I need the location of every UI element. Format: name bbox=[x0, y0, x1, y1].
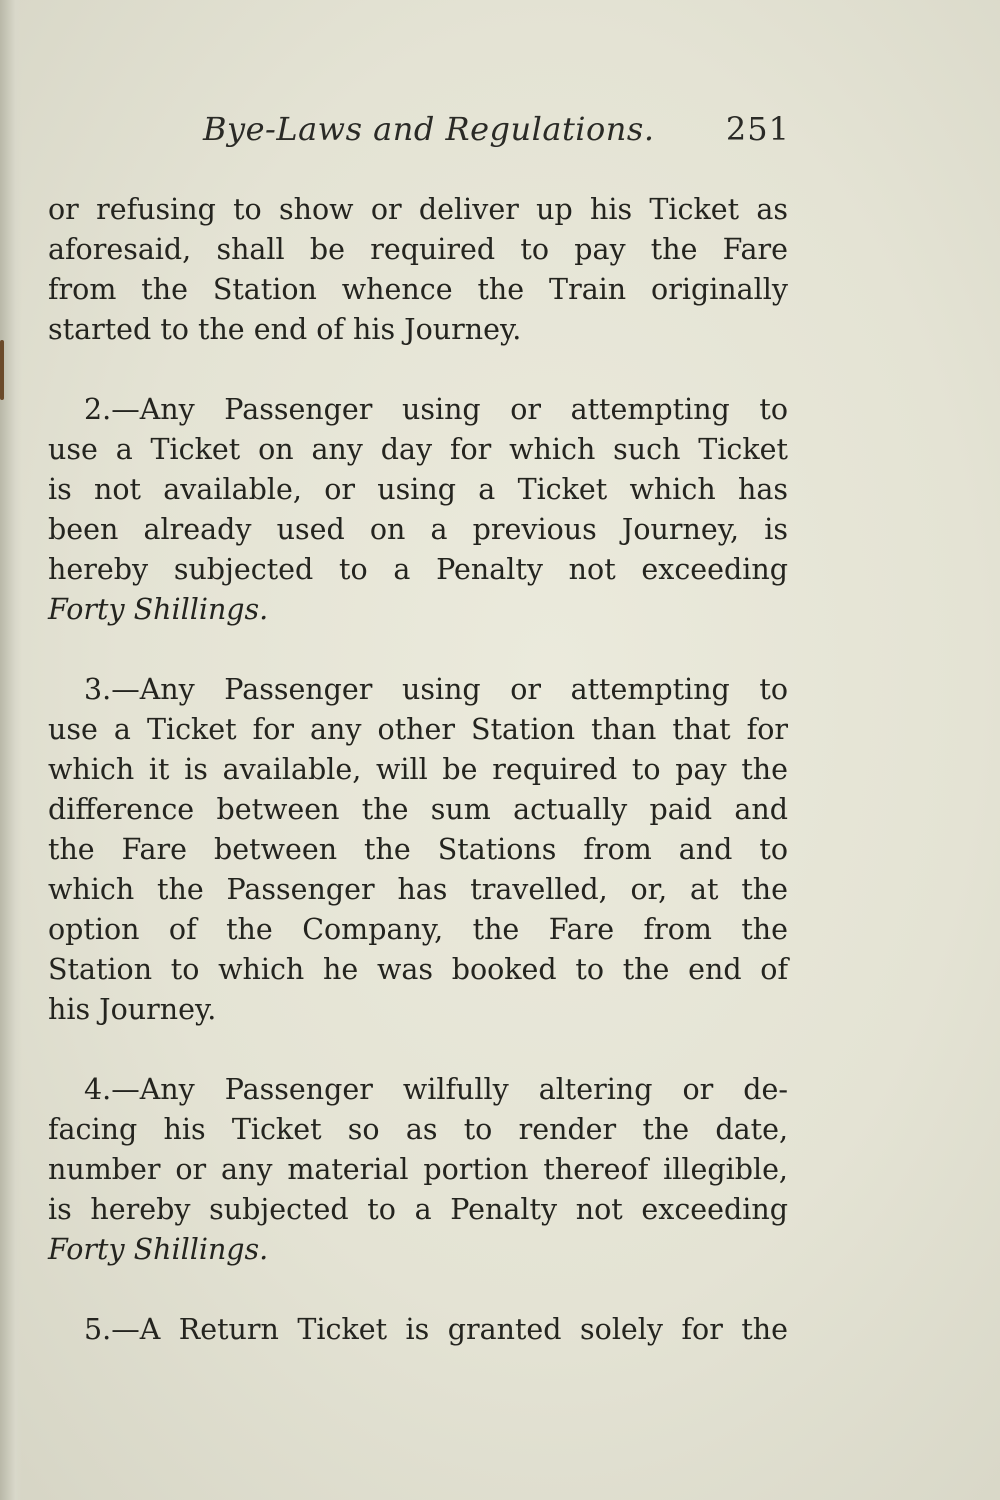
text-line: from the Station whence the Train originally bbox=[48, 273, 788, 306]
running-title: Bye-Laws and Regulations. bbox=[203, 110, 655, 148]
text-line: option of the Company, the Fare from the bbox=[48, 913, 788, 946]
text-line: Station to which he was booked to the end of bbox=[48, 953, 788, 986]
paragraph-5 bbox=[48, 1310, 788, 1350]
page-header bbox=[48, 110, 790, 160]
text-line: facing his Ticket so as to render the date, bbox=[48, 1113, 788, 1146]
text-line: the Fare between the Stations from and to bbox=[48, 833, 788, 866]
text-line: 2.—Any Passenger using or attempting to bbox=[84, 393, 788, 426]
text-line: 5.—A Return Ticket is granted solely for the bbox=[84, 1313, 788, 1346]
text-line: which the Passenger has travelled, or, at the bbox=[48, 873, 788, 906]
text-line: 4.—Any Passenger wilfully altering or de- bbox=[84, 1073, 788, 1106]
text-line: number or any material portion thereof illegible, bbox=[48, 1153, 788, 1186]
penalty-amount: Forty Shillings. bbox=[48, 593, 269, 626]
text-line: difference between the sum actually paid and bbox=[48, 793, 788, 826]
page-gutter-shadow bbox=[0, 0, 22, 1500]
text-line: his Journey. bbox=[48, 993, 217, 1026]
paragraph-2 bbox=[48, 390, 788, 630]
text-line: started to the end of his Journey. bbox=[48, 313, 522, 346]
paragraph-3 bbox=[48, 670, 788, 1030]
text-line: been already used on a previous Journey, is bbox=[48, 513, 788, 546]
paragraph-4 bbox=[48, 1070, 788, 1270]
text-line: 3.—Any Passenger using or attempting to bbox=[84, 673, 788, 706]
text-line: which it is available, will be required to pay the bbox=[48, 753, 788, 786]
text-line: hereby subjected to a Penalty not exceeding bbox=[48, 553, 788, 586]
text-line: aforesaid, shall be required to pay the Fare bbox=[48, 233, 788, 266]
binding-mark bbox=[0, 340, 4, 400]
page-number: 251 bbox=[725, 110, 790, 148]
penalty-amount: Forty Shillings. bbox=[48, 1233, 269, 1266]
text-line: is hereby subjected to a Penalty not exceeding bbox=[48, 1193, 788, 1226]
page-body bbox=[48, 190, 788, 1350]
text-line: or refusing to show or deliver up his Ticket as bbox=[48, 193, 788, 226]
paragraph-continuation bbox=[48, 190, 788, 350]
text-line: use a Ticket for any other Station than that for bbox=[48, 713, 788, 746]
text-line: use a Ticket on any day for which such Ticket bbox=[48, 433, 788, 466]
text-line: is not available, or using a Ticket which has bbox=[48, 473, 788, 506]
